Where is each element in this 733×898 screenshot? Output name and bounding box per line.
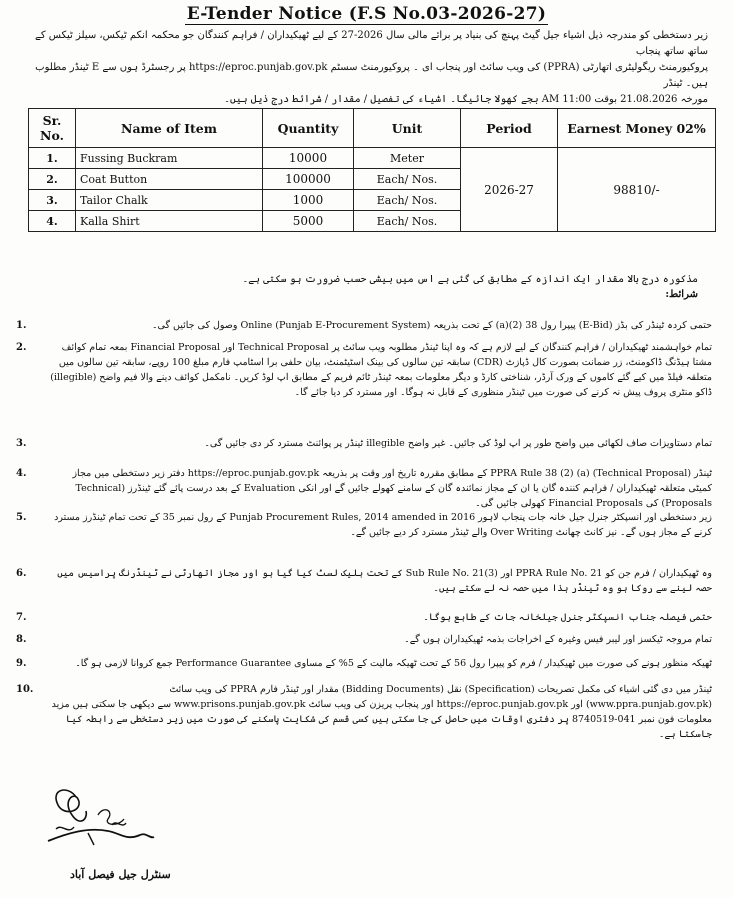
condition-number: 4.: [16, 468, 27, 479]
cell-quantity: 100000: [263, 169, 354, 190]
header-unit: Unit: [354, 109, 461, 148]
cell-quantity: 1000: [263, 190, 354, 211]
condition-item: [16, 318, 712, 333]
condition-text: تمام مروجہ ٹیکسز اور لیبر فیس وغیرہ کے اخراجات بذمہ ٹھیکیداران ہوں گے۔: [404, 634, 712, 645]
condition-text: حتمی کردہ ٹینڈر کی بڈز (E-Bid) پیپرا رول 38 (2)(a) کے تحت بذریعہ Online (Punjab E-Procurement System) وصول کی جائیں گی۔: [151, 320, 712, 331]
cell-quantity: 5000: [263, 211, 354, 232]
condition-item: [16, 510, 712, 540]
condition-number: 7.: [16, 612, 27, 623]
header-period: Period: [461, 109, 558, 148]
condition-text: تمام دستاویزات صاف لکھائی میں واضح طور پر اپ لوڈ کی جائیں۔ غیر واضح illegible ٹینڈر پر پوائنٹ مسترد کر دی جائیں گی۔: [204, 438, 712, 449]
cell-item-name: Tailor Chalk: [76, 190, 263, 211]
condition-text: ٹینڈر (Technical Proposal) PPRA Rule 38 (2) (a) کے مطابق مقررہ تاریخ اور وقت پر بذریعہ https://eproc.punjab.gov.pk دفتر زیر دستخطی میں مجاز کمیٹی متعلقہ ٹھیکیداران / فراہم کنندہ گان یا ان کے مجاز نمائندہ گان کے سامنے کھولے جائیں گے اور انکی Evaluation کے بعد درست پائے گئے ٹینڈرز (Technical Proposals) کی Financial Proposals کھولی جائیں گی۔: [72, 468, 712, 509]
cell-unit: Each/ Nos.: [354, 169, 461, 190]
handwritten-signature-icon: [28, 775, 168, 865]
condition-item: [16, 632, 712, 647]
estimate-note: مذکورہ درج بالا مقدار ایک اندازہ کے مطابق کی گئی ہے اس میں بیشی حسب ضرورت ہو سکتی ہے۔: [242, 274, 698, 285]
cell-item-name: Fussing Buckram: [76, 148, 263, 169]
condition-number: 5.: [16, 512, 27, 523]
cell-item-name: Kalla Shirt: [76, 211, 263, 232]
condition-text: ٹھیکہ منظور ہونے کی صورت میں ٹھیکیدار / فرم کو پیپرا رول 56 کے تحت ٹھیکہ مالیت کے 5% کے مساوی Performance Guarantee جمع کروانا لازمی ہو گا۔: [75, 658, 712, 669]
condition-item: [16, 466, 712, 511]
cell-sr-no: 2.: [29, 169, 76, 190]
cell-quantity: 10000: [263, 148, 354, 169]
notes-section: [28, 272, 698, 302]
condition-item: [16, 610, 712, 625]
items-table: [28, 108, 716, 232]
condition-item: [16, 340, 712, 400]
notice-title: E-Tender Notice (F.S No.03-2026-27): [186, 4, 547, 24]
header-item-name: Name of Item: [76, 109, 263, 148]
condition-number: 6.: [16, 568, 27, 579]
cell-sr-no: 3.: [29, 190, 76, 211]
cell-sr-no: 1.: [29, 148, 76, 169]
header-earnest-money: Earnest Money 02%: [558, 109, 716, 148]
condition-number: 9.: [16, 658, 27, 669]
condition-number: 10.: [16, 684, 34, 695]
condition-item: [16, 656, 712, 671]
header-sr-no: Sr. No.: [29, 109, 76, 148]
condition-text: وہ ٹھیکیداران / فرم جن کو PPRA Rule No. 21 اور Sub Rule No. 21(3) کے تحت بلیک لسٹ کیا گیا ہو اور مجاز اتھارٹی نے ٹینڈرنگ پراسیس میں حصہ لینے سے روکا ہو وہ ٹینڈر ہذا میں حصہ نہ لے سکتے ہیں۔: [57, 568, 712, 594]
cell-period: 2026-27: [461, 148, 558, 232]
cell-item-name: Coat Button: [76, 169, 263, 190]
condition-number: 2.: [16, 342, 27, 353]
condition-number: 1.: [16, 320, 27, 331]
intro-paragraph: [28, 28, 708, 108]
condition-text: زیر دستخطی اور انسپکٹر جنرل جیل خانہ جات پنجاب لاہور Punjab Procurement Rules, 2014 amended in 2016 کے رول نمبر 35 کے تحت تمام ٹینڈرز مسترد کرنے کے مجاز ہوں گے۔ نیز کانٹ چھانٹ Over Writing والے ٹینڈر مسترد کر دیے جائیں گے۔: [54, 512, 712, 538]
cell-unit: Each/ Nos.: [354, 190, 461, 211]
condition-item: [16, 566, 712, 596]
condition-item: [16, 436, 712, 451]
condition-text: ٹینڈر میں دی گئی اشیاء کی مکمل تصریحات (Specification) نقل (Bidding Documents) مقدار اور ٹینڈر فارم PPRA کی ویب سائٹ (www.ppra.punjab.gov.pk) اور https://eproc.punjab.gov.pk اور پنجاب پریزن کی ویب سائٹ www.prisons.punjab.gov.pk سے دیکھی جا سکتی ہیں مزید معلومات فون نمبر 041-8740519 پر دفتری اوقات میں حاصل کی جا سکتی ہیں کسی قسم کی شکایت پاسکنے کی صورت میں زیر دستخطی سے رابطہ کیا جاسکتا ہے۔: [51, 684, 712, 740]
condition-number: 8.: [16, 634, 27, 645]
signatory-office: سنٹرل جیل فیصل آباد: [70, 868, 171, 881]
table-row: [29, 148, 716, 169]
cell-unit: Meter: [354, 148, 461, 169]
condition-item: [16, 682, 712, 742]
cell-unit: Each/ Nos.: [354, 211, 461, 232]
header-quantity: Quantity: [263, 109, 354, 148]
intro-line: مورخہ 21.08.2026 بوقت 11:00 AM بجے کھولا جائیگا۔ اشیاء کی تفصیل / مقدار / شرائط درج ذیل ہیں۔: [224, 94, 708, 105]
condition-number: 3.: [16, 438, 27, 449]
condition-text: حتمی فیصلہ جناب انسپکٹر جنرل جیلخانہ جات کے طابع ہوگا۔: [423, 612, 712, 623]
cell-sr-no: 4.: [29, 211, 76, 232]
condition-text: تمام خواہشمند ٹھیکیداران / فراہم کنندگان کے لیے لازم ہے کہ وہ اپنا ٹینڈر مطلوبہ ویب سائٹ پر Technical Proposal اور Financial Proposal بمعہ تمام کوائف مشتا ہیڈنگ ڈاکومنٹ، زر ضمانت بصورت کال ڈپازٹ (CDR) سابقہ تین سالوں کی بینک اسٹیٹمنٹ، بیان حلفی برا اسٹامپ فارم مبلغ 100 روپے، سابقہ تین سالوں میں متعلقہ فیلڈ میں کیے گئے کاموں کے ورک آرڈر، شناختی کارڈ و دیگر معلومات بمعہ ٹینڈر ٹائم فریم کے مطابق اپ لوڈ کریں۔ نامکمل کوائف دینے والا فیم واضح (illegible) ڈاکو منٹری پروف پیش نہ کرنے کی صورت میں ٹینڈر منظوری کے قابل نہ ہوگا۔ اور مسترد کر دیا جائے گا۔: [50, 342, 712, 398]
cell-earnest-money: 98810/-: [558, 148, 716, 232]
intro-line: زیر دستخطی کو مندرجہ ذیل اشیاء جیل گیٹ پہنچ کی بنیاد پر برائے مالی سال 2026-27 کے لیے ٹھیکیداران / فراہم کنندگان جو محکمہ انکم ٹیکس، سیلز ٹیکس کے ساتھ ساتھ پنجاب: [34, 30, 708, 57]
intro-line: پروکیورمنٹ ریگولیٹری اتھارٹی (PPRA) کی ویب سائٹ اور پنجاب ای ۔ پروکیورمنٹ سسٹم https://eproc.punjab.gov.pk پر رجسٹرڈ ہوں سے E ٹینڈر مطلوب ہیں۔ ٹینڈر: [35, 62, 708, 89]
table-header-row: [29, 109, 716, 148]
conditions-heading: شرائط:: [665, 289, 698, 300]
